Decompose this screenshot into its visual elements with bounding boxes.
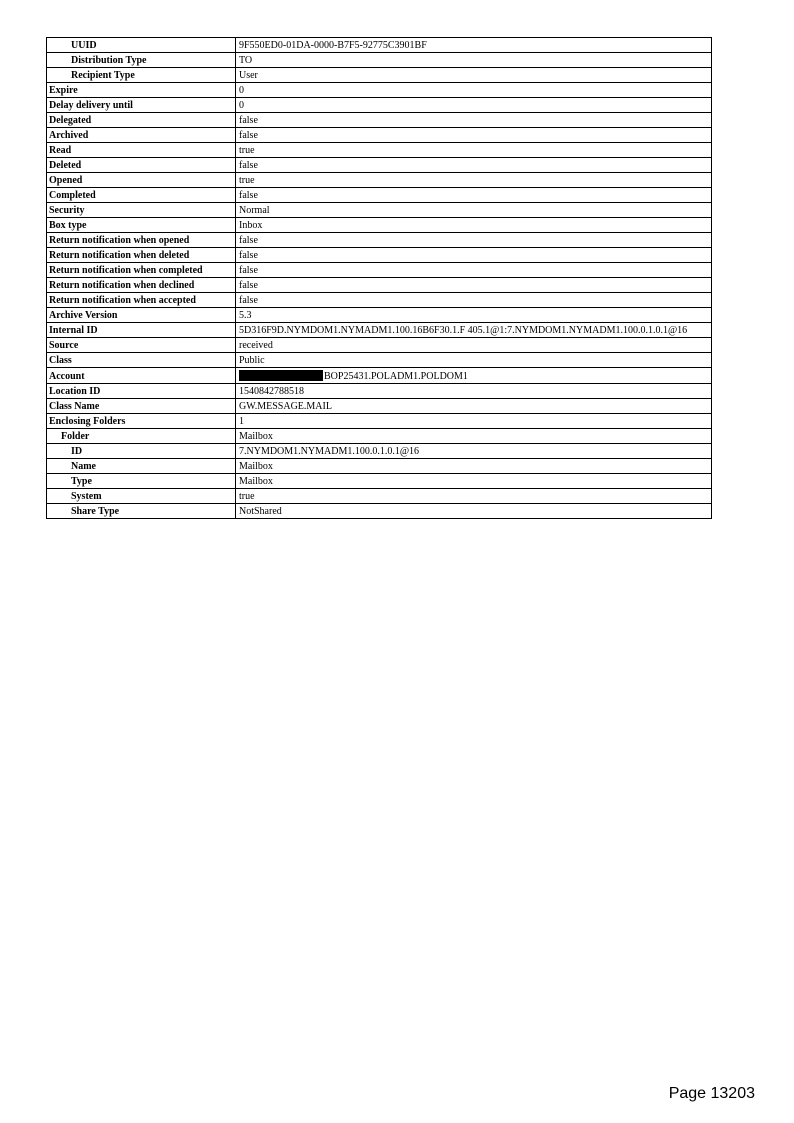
property-value: User bbox=[236, 68, 712, 83]
property-value: Normal bbox=[236, 203, 712, 218]
property-value: false bbox=[236, 158, 712, 173]
property-label: Return notification when deleted bbox=[47, 248, 236, 263]
property-value: false bbox=[236, 248, 712, 263]
property-value: Mailbox bbox=[236, 459, 712, 474]
property-value: 0 bbox=[236, 98, 712, 113]
table-row bbox=[47, 83, 712, 98]
property-label: Deleted bbox=[47, 158, 236, 173]
property-label: Enclosing Folders bbox=[47, 414, 236, 429]
property-value: 1 bbox=[236, 414, 712, 429]
property-label: System bbox=[47, 489, 236, 504]
table-row bbox=[47, 368, 712, 384]
table-row bbox=[47, 53, 712, 68]
property-label: Read bbox=[47, 143, 236, 158]
property-label: Class Name bbox=[47, 399, 236, 414]
property-value: false bbox=[236, 233, 712, 248]
property-label: Internal ID bbox=[47, 323, 236, 338]
property-value: 5D316F9D.NYMDOM1.NYMADM1.100.16B6F30.1.F 405.1@1:7.NYMDOM1.NYMADM1.100.0.1.0.1@16 bbox=[236, 323, 712, 338]
property-label: Distribution Type bbox=[47, 53, 236, 68]
table-row bbox=[47, 263, 712, 278]
property-value: 5.3 bbox=[236, 308, 712, 323]
table-row bbox=[47, 233, 712, 248]
property-value: 0 bbox=[236, 83, 712, 98]
property-value: true bbox=[236, 143, 712, 158]
property-label: Security bbox=[47, 203, 236, 218]
table-row bbox=[47, 38, 712, 53]
table-row bbox=[47, 188, 712, 203]
property-value: Inbox bbox=[236, 218, 712, 233]
property-label: Return notification when declined bbox=[47, 278, 236, 293]
property-value: 7.NYMDOM1.NYMADM1.100.0.1.0.1@16 bbox=[236, 444, 712, 459]
property-label: Return notification when accepted bbox=[47, 293, 236, 308]
table-row bbox=[47, 293, 712, 308]
property-value: false bbox=[236, 128, 712, 143]
property-value: false bbox=[236, 263, 712, 278]
property-value: false bbox=[236, 278, 712, 293]
property-label: Archived bbox=[47, 128, 236, 143]
property-label: Recipient Type bbox=[47, 68, 236, 83]
property-value-text: BOP25431.POLADM1.POLDOM1 bbox=[324, 371, 468, 382]
property-label: Delegated bbox=[47, 113, 236, 128]
property-label: Account bbox=[47, 368, 236, 384]
table-row bbox=[47, 323, 712, 338]
property-label: Share Type bbox=[47, 504, 236, 519]
property-value: Mailbox bbox=[236, 474, 712, 489]
table-row bbox=[47, 98, 712, 113]
property-label: Return notification when completed bbox=[47, 263, 236, 278]
property-label: Expire bbox=[47, 83, 236, 98]
table-row bbox=[47, 248, 712, 263]
table-row bbox=[47, 158, 712, 173]
property-value: received bbox=[236, 338, 712, 353]
table-row bbox=[47, 429, 712, 444]
property-label: Box type bbox=[47, 218, 236, 233]
table-row bbox=[47, 399, 712, 414]
table-row bbox=[47, 474, 712, 489]
property-label: Return notification when opened bbox=[47, 233, 236, 248]
property-value: false bbox=[236, 188, 712, 203]
property-label: Opened bbox=[47, 173, 236, 188]
properties-table-body bbox=[47, 38, 712, 519]
property-value: false bbox=[236, 113, 712, 128]
table-row bbox=[47, 504, 712, 519]
property-value: Mailbox bbox=[236, 429, 712, 444]
page-number: Page 13203 bbox=[668, 1085, 755, 1102]
property-value: true bbox=[236, 489, 712, 504]
property-label: Class bbox=[47, 353, 236, 368]
table-row bbox=[47, 143, 712, 158]
redaction-bar bbox=[239, 370, 323, 381]
table-row bbox=[47, 444, 712, 459]
property-value: Public bbox=[236, 353, 712, 368]
property-value: NotShared bbox=[236, 504, 712, 519]
property-value: GW.MESSAGE.MAIL bbox=[236, 399, 712, 414]
property-label: Archive Version bbox=[47, 308, 236, 323]
property-label: Source bbox=[47, 338, 236, 353]
property-label: Name bbox=[47, 459, 236, 474]
properties-table bbox=[46, 37, 712, 519]
property-value: false bbox=[236, 293, 712, 308]
table-row bbox=[47, 278, 712, 293]
property-value bbox=[236, 368, 712, 384]
property-label: Delay delivery until bbox=[47, 98, 236, 113]
property-label: Completed bbox=[47, 188, 236, 203]
table-row bbox=[47, 384, 712, 399]
table-row bbox=[47, 338, 712, 353]
property-value: 9F550ED0-01DA-0000-B7F5-92775C3901BF bbox=[236, 38, 712, 53]
table-row bbox=[47, 353, 712, 368]
table-row bbox=[47, 308, 712, 323]
table-row bbox=[47, 113, 712, 128]
table-row bbox=[47, 128, 712, 143]
property-value: true bbox=[236, 173, 712, 188]
property-label: Location ID bbox=[47, 384, 236, 399]
property-value: TO bbox=[236, 53, 712, 68]
property-value: 1540842788518 bbox=[236, 384, 712, 399]
table-row bbox=[47, 218, 712, 233]
table-row bbox=[47, 489, 712, 504]
property-label: UUID bbox=[47, 38, 236, 53]
table-row bbox=[47, 68, 712, 83]
table-row bbox=[47, 414, 712, 429]
table-row bbox=[47, 203, 712, 218]
property-label: ID bbox=[47, 444, 236, 459]
table-row bbox=[47, 459, 712, 474]
table-row bbox=[47, 173, 712, 188]
property-label: Type bbox=[47, 474, 236, 489]
property-label: Folder bbox=[47, 429, 236, 444]
